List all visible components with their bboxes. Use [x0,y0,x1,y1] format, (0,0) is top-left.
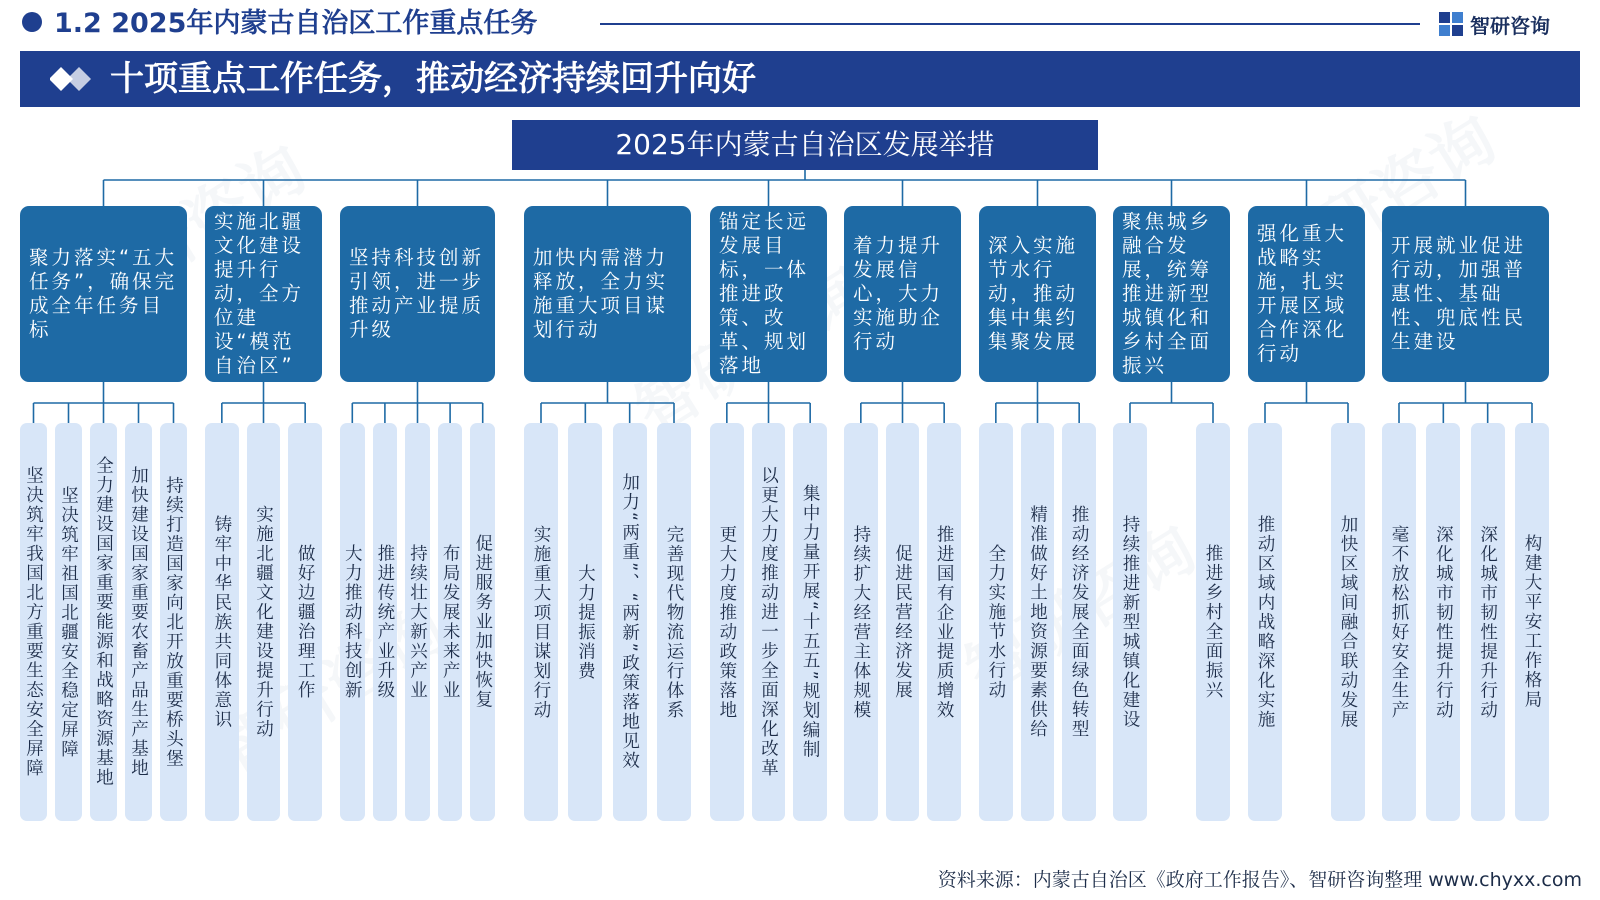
item-box [470,423,495,821]
item-box [1515,423,1549,821]
item-text: 做好边疆治理工作 [295,544,316,700]
item-box [1021,423,1055,821]
item-text: 促进服务业加快恢复 [472,534,493,710]
item-text: 完善现代物流运行体系 [664,524,684,720]
item-text: 铸牢中华民族共同体意识 [211,514,232,730]
item-text: 以更大力度推动进一步全面深化改革 [758,466,779,778]
category-box [710,206,827,382]
item-box [125,423,152,821]
item-text: 大力提振消费 [575,563,596,681]
item-text: 推动经济发展全面绿色转型 [1069,505,1090,739]
item-box [55,423,82,821]
category-box [524,206,691,382]
source-note: 资料来源：内蒙古自治区《政府工作报告》、智研咨询整理 www.chyxx.com [937,869,1582,891]
item-text: 精准做好土地资源要素供给 [1027,505,1048,739]
item-text: 实施北疆文化建设提升行动 [253,505,274,739]
section-title: 1.2 2025年内蒙古自治区工作重点任务 [54,8,538,39]
item-box [90,423,117,821]
item-text: 加力“两重”、“两新”政策落地见效 [619,473,640,771]
item-text: 持续打造国家向北开放重要桥头堡 [163,475,184,769]
category-title: 坚持科技创新引领，进一步推动产业提质升级 [349,246,485,341]
item-box [438,423,463,821]
item-text: 深化城市韧性提升行动 [1477,524,1498,720]
item-text: 加快建设国家重要农畜产品生产基地 [128,466,149,778]
item-text: 加快区域间融合联动发展 [1338,514,1358,730]
item-text: 持续扩大经营主体规模 [850,524,871,720]
category-title: 加快内需潜力释放，全力实施重大项目谋划行动 [533,246,669,341]
item-text: 全力建设国家重要能源和战略资源基地 [93,456,114,788]
item-box [1113,423,1147,821]
item-box [288,423,322,821]
category-title: 锚定长远发展目标，一体推进政策、改革、规划落地 [719,210,810,377]
item-box [524,423,558,821]
item-text: 推进乡村全面振兴 [1203,544,1223,700]
item-text: 深化城市韧性提升行动 [1433,524,1454,720]
item-text: 持续推进新型城镇化建设 [1120,514,1140,730]
category-box [1248,206,1365,382]
category-box [844,206,961,382]
item-box [247,423,281,821]
brand [1438,8,1550,40]
item-text: 集中力量开展“十五五”规划编制 [800,484,821,760]
item-text: 坚决筑牢祖国北疆安全稳定屏障 [58,485,79,759]
item-text: 毫不放松抓好安全生产 [1389,524,1409,720]
category-box [1382,206,1549,382]
item-box [373,423,398,821]
brand-name: 智研咨询 [1470,13,1550,38]
item-text: 坚决筑牢我国北方重要生态安全屏障 [23,466,44,778]
item-text: 全力实施节水行动 [985,544,1006,700]
item-box [1248,423,1282,821]
item-box [1426,423,1460,821]
item-text: 更大力度推动政策落地 [716,524,737,720]
item-text: 实施重大项目谋划行动 [531,524,551,720]
category-title: 着力提升发展信心，大力实施助企行动 [853,234,944,353]
item-box [1196,423,1230,821]
item-box [405,423,430,821]
item-text: 推进国有企业提质增效 [934,524,955,720]
category-box [340,206,495,382]
category-box [1113,206,1230,382]
banner-title: 十项重点工作任务，推动经济持续回升向好 [110,59,756,99]
item-text: 促进民营经济发展 [892,544,913,700]
item-box [160,423,187,821]
item-box [657,423,691,821]
brand-logo-icon [1438,11,1464,37]
item-box [340,423,365,821]
section-bullet [22,12,42,32]
item-box [844,423,878,821]
banner [20,51,1580,107]
category-box [20,206,187,382]
item-box [1331,423,1365,821]
item-box [1062,423,1096,821]
category-title: 深入实施节水行动，推动集中集约集聚发展 [988,234,1079,353]
category-title: 强化重大战略实施，扎实开展区域合作深化行动 [1257,222,1348,365]
category-box [979,206,1096,382]
item-box [710,423,744,821]
diamond-icon [50,65,94,93]
header-divider [600,23,1420,25]
root-node: 2025年内蒙古自治区发展举措 [512,120,1098,170]
item-text: 持续壮大新兴产业 [407,544,428,700]
item-text: 推动区域内战略深化实施 [1255,514,1275,730]
item-text: 布局发展未来产业 [440,544,461,700]
item-box [205,423,239,821]
item-box [1382,423,1416,821]
category-title: 开展就业促进行动，加强普惠性、基础性、兜底性民生建设 [1391,234,1527,353]
item-box [752,423,786,821]
category-title: 聚力落实“五大任务”，确保完成全年任务目标 [29,246,178,341]
item-box [979,423,1013,821]
category-title: 聚焦城乡融合发展，统筹推进新型城镇化和乡村全面振兴 [1122,210,1213,377]
item-box [1471,423,1505,821]
category-title: 实施北疆文化建设提升行动，全方位建设“模范自治区” [214,210,305,377]
item-box [927,423,961,821]
category-box [205,206,322,382]
item-box [20,423,47,821]
item-text: 构建大平安工作格局 [1522,534,1542,710]
item-box [568,423,602,821]
item-text: 推进传统产业升级 [374,544,395,700]
item-text: 大力推动科技创新 [342,544,363,700]
item-box [793,423,827,821]
item-box [886,423,920,821]
item-box [613,423,647,821]
